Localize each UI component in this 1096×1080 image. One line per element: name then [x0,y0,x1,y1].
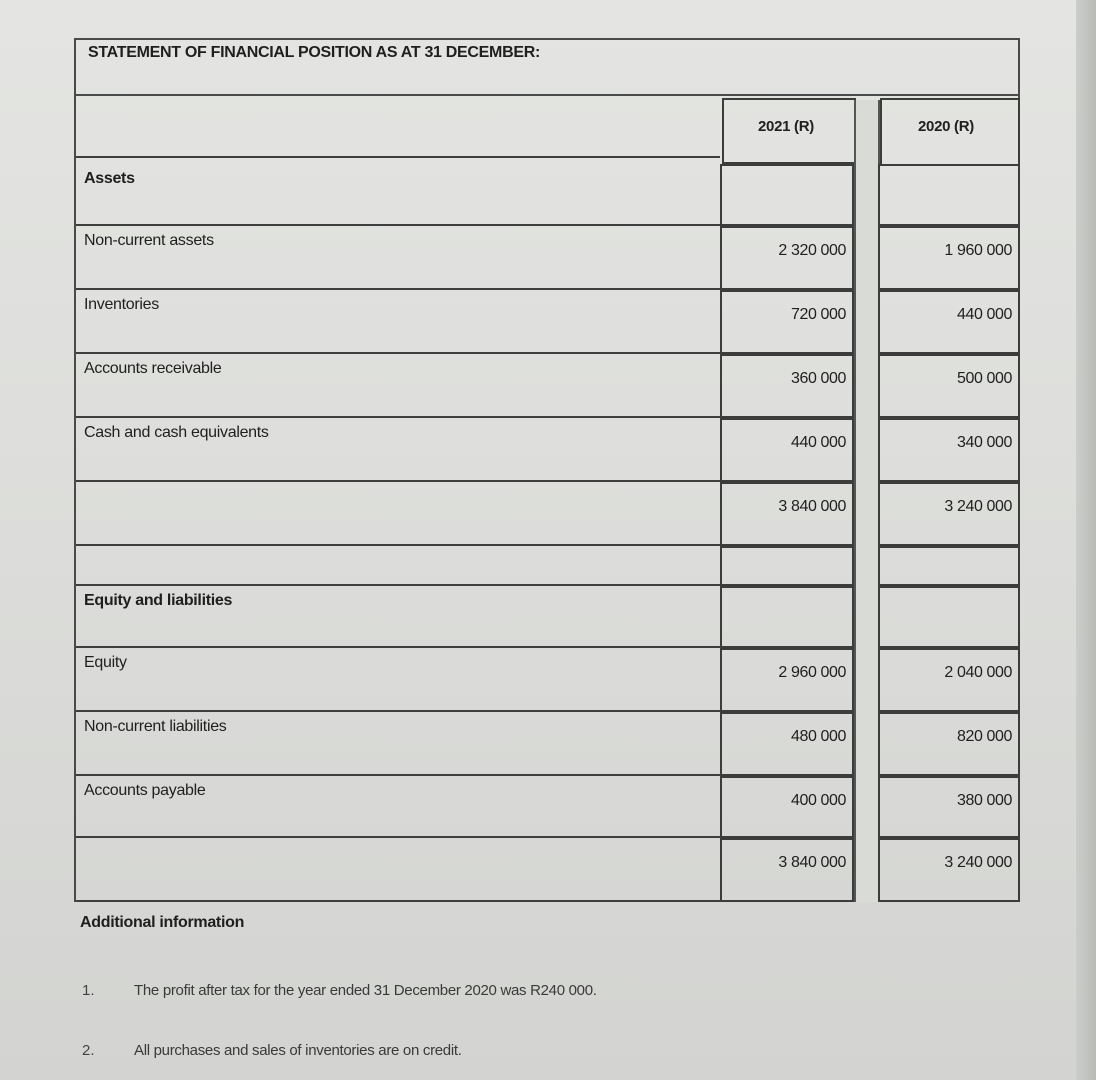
cell-2021 [720,482,854,546]
cell-2021 [720,164,854,226]
table-row [76,648,720,712]
cell-2020 [878,586,1020,648]
cell-2020 [878,354,1020,418]
value-2021: 360 000 [790,370,846,387]
table-row [76,354,720,418]
column-header-2020: 2020 (R) [918,118,974,135]
value-2021: 400 000 [790,792,846,809]
cell-2020 [878,648,1020,712]
cell-2021 [720,712,854,776]
cell-2020 [878,290,1020,354]
cell-2021 [720,776,854,838]
row-label: Accounts payable [84,782,206,799]
table-row [76,290,720,354]
row-label: Non-current liabilities [84,718,227,735]
column-spacer [854,100,880,902]
value-2021: 3 840 000 [778,854,846,871]
row-label: Equity and liabilities [84,592,233,609]
cell-2020 [878,226,1020,290]
cell-2021 [720,838,854,902]
header-cell-2021 [722,98,856,164]
note-number: 2. [82,1042,95,1059]
note-text: The profit after tax for the year ended 31 December 2020 was R240 000. [134,982,597,999]
cell-2020 [878,164,1020,226]
value-2020: 380 000 [956,792,1012,809]
value-2021: 3 840 000 [778,498,846,515]
cell-2020 [878,482,1020,546]
page-edge [1076,0,1096,1080]
row-label: Accounts receivable [84,360,222,377]
table-row [76,164,720,226]
table-row [76,546,720,586]
cell-2021 [720,418,854,482]
cell-2020 [878,546,1020,586]
additional-info-heading: Additional information [80,914,245,931]
value-2020: 500 000 [956,370,1012,387]
value-2021: 2 960 000 [778,664,846,681]
column-header-2021: 2021 (R) [758,118,814,135]
cell-2020 [878,776,1020,838]
table-row [76,482,720,546]
cell-2021 [720,354,854,418]
table-row [76,776,720,838]
value-2020: 3 240 000 [944,854,1012,871]
row-label: Non-current assets [84,232,214,249]
table-row [76,226,720,290]
table-row [76,712,720,776]
cell-2020 [878,838,1020,902]
row-label: Assets [84,170,135,187]
value-2021: 720 000 [790,306,846,323]
value-2021: 2 320 000 [778,242,846,259]
cell-2020 [878,418,1020,482]
statement-title-row [74,38,1020,96]
row-label: Cash and cash equivalents [84,424,269,441]
row-label: Equity [84,654,127,671]
value-2021: 440 000 [790,434,846,451]
value-2020: 1 960 000 [944,242,1012,259]
cell-2021 [720,546,854,586]
header-row-label-cell [76,98,720,158]
cell-2021 [720,586,854,648]
value-2020: 440 000 [956,306,1012,323]
table-row [76,838,720,902]
value-2020: 820 000 [956,728,1012,745]
cell-2021 [720,226,854,290]
note-text: All purchases and sales of inventories are on credit. [134,1042,462,1059]
cell-2021 [720,648,854,712]
cell-2021 [720,290,854,354]
note-number: 1. [82,982,95,999]
statement-title: STATEMENT OF FINANCIAL POSITION AS AT 31 DECEMBER: [88,44,540,61]
row-label: Inventories [84,296,159,313]
value-2021: 480 000 [790,728,846,745]
cell-2020 [878,712,1020,776]
value-2020: 3 240 000 [944,498,1012,515]
value-2020: 2 040 000 [944,664,1012,681]
header-cell-2020 [880,98,1020,166]
table-row [76,586,720,648]
table-row [76,418,720,482]
value-2020: 340 000 [956,434,1012,451]
